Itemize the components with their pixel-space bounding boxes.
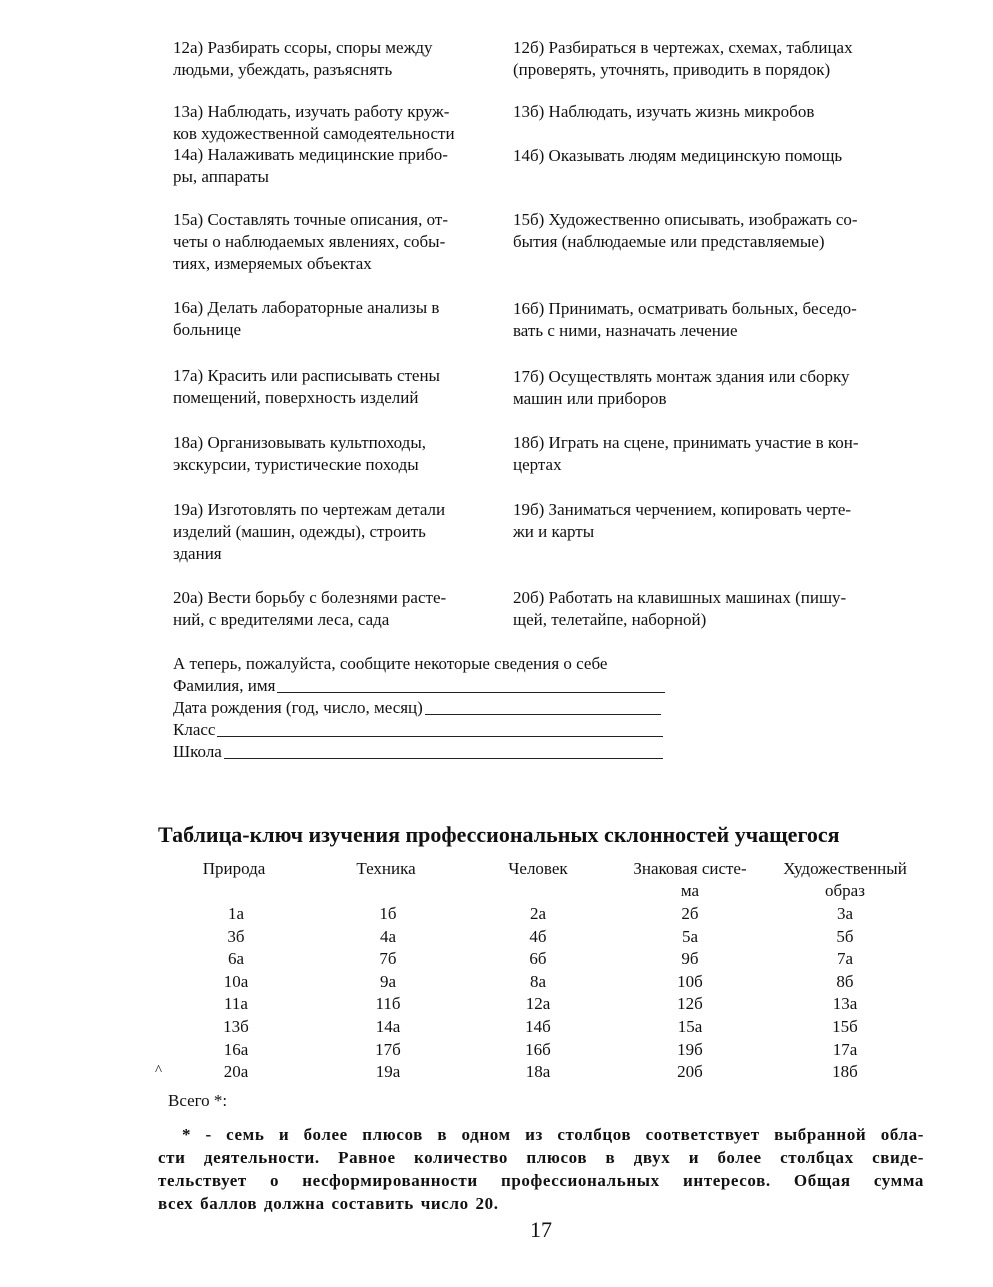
key-table-title: Таблица-ключ изучения профессиональных склонностей учащегося [158, 822, 840, 847]
key-cell: 7б [379, 949, 397, 969]
key-cell: 11а [224, 994, 248, 1014]
question-15b: 15б) Художественно описывать, изображать со- бытия (наблюдаемые или представляемые) [513, 210, 858, 251]
question-13a: 13а) Наблюдать, изучать работу круж- ков художественной самодеятельности [173, 102, 455, 143]
question-13b: 13б) Наблюдать, изучать жизнь микробов [513, 102, 815, 121]
personal-info-section [173, 653, 665, 763]
key-cell: 9а [379, 971, 397, 991]
key-cell: 17б [375, 1039, 401, 1059]
key-cell: 4а [379, 926, 397, 946]
question-14a: 14а) Налаживать медицинские прибо- ры, аппараты [173, 145, 448, 186]
key-cell: 2б [681, 904, 699, 923]
school-blank[interactable] [224, 757, 663, 759]
key-cell: 5а [681, 926, 699, 946]
surname-name-field[interactable]: Фамилия, имя [173, 675, 665, 697]
header-person: Человек [508, 859, 568, 878]
page-number: 17 [530, 1217, 552, 1242]
key-cell: 20а [223, 1062, 249, 1082]
key-cell: 6а [227, 949, 245, 969]
key-cell: 10б [677, 971, 703, 991]
question-17a: 17а) Красить или расписывать стены помещений, поверхность изделий [173, 366, 440, 407]
key-cell: 18б [832, 1062, 858, 1082]
question-20b: 20б) Работать на клавишных машинах (пишу- щей, телетайпе, наборной) [513, 588, 847, 629]
key-cell: 9б [681, 949, 699, 969]
header-nature: Природа [202, 859, 266, 878]
info-intro: А теперь, пожалуйста, сообщите некоторые сведения о себе [173, 654, 608, 673]
key-cell: 2а [529, 904, 547, 923]
key-cell: 17а [832, 1039, 858, 1059]
question-12a: 12а) Разбирать ссоры, споры между людьми, убеждать, разъяснять [173, 38, 433, 79]
key-cell: 1а [227, 904, 245, 923]
key-cell: 14б [525, 1017, 551, 1036]
key-cell: 18а [525, 1062, 551, 1082]
total-label: Всего *: [168, 1091, 228, 1110]
surname-name-blank[interactable] [277, 691, 665, 693]
question-18a: 18а) Организовывать культпоходы, экскурсии, туристические походы [173, 433, 426, 474]
class-blank[interactable] [217, 735, 663, 737]
question-20a: 20а) Вести борьбу с болезнями расте- ний, с вредителями леса, сада [173, 588, 447, 629]
key-cell: 3б [227, 926, 245, 946]
key-cell: 7а [836, 949, 854, 969]
key-cell: 14а [375, 1017, 401, 1036]
school-field[interactable]: Школа [173, 741, 663, 763]
question-18b: 18б) Играть на сцене, принимать участие в кон- цертах [513, 433, 859, 474]
question-19b: 19б) Заниматься черчением, копировать черте- жи и карты [513, 500, 852, 541]
key-cell: 15б [832, 1017, 858, 1036]
key-cell: 8б [836, 971, 854, 991]
key-cell: 6б [529, 949, 547, 969]
header-artistic-image: Художественный образ [783, 859, 907, 900]
key-cell: 4б [529, 926, 547, 946]
key-cell: 13а [832, 994, 858, 1014]
question-16b: 16б) Принимать, осматривать больных, беседо- вать с ними, назначать лечение [513, 299, 857, 340]
key-cell: 12а [525, 994, 551, 1014]
footnote: * - семь и более плюсов в одном из столбцов соответствует выбранной обла- сти деятельности. Равное количество плюсов в двух и более столбцах свиде- тельствует о несформированности профессиональных интересов. Общая сумма всех баллов должна составить число 20. [158, 1125, 924, 1213]
key-cell: 19б [677, 1039, 703, 1059]
key-cell: 5б [836, 926, 854, 946]
key-cell: 15а [677, 1017, 703, 1036]
question-16a: 16а) Делать лабораторные анализы в больнице [173, 298, 440, 339]
question-15a: 15а) Составлять точные описания, от- четы о наблюдаемых явлениях, собы- тиях, измеряемых объектах [173, 210, 448, 273]
question-17b: 17б) Осуществлять монтаж здания или сборку машин или приборов [513, 367, 850, 408]
key-cell: 12б [677, 994, 703, 1014]
key-cell: 11б [375, 994, 401, 1014]
question-14b: 14б) Оказывать людям медицинскую помощь [513, 146, 843, 165]
birth-date-blank[interactable] [425, 713, 661, 715]
key-cell: 1б [379, 904, 397, 923]
key-cell: 16б [525, 1039, 551, 1059]
key-cell: 19а [375, 1062, 401, 1082]
class-field[interactable]: Класс [173, 719, 663, 741]
key-cell: 3а [836, 904, 854, 923]
question-19a: 19а) Изготовлять по чертежам детали изделий (машин, одежды), строить здания [173, 500, 446, 563]
question-12b: 12б) Разбираться в чертежах, схемах, таблицах (проверять, уточнять, приводить в порядок) [513, 38, 853, 79]
key-cell: 8а [529, 971, 547, 991]
header-sign-system: Знаковая систе- ма [633, 859, 747, 900]
birth-date-field[interactable]: Дата рождения (год, число, месяц) [173, 697, 661, 719]
key-cell: 13б [223, 1017, 249, 1036]
key-cell: 16а [223, 1039, 249, 1059]
key-cell: 10а [223, 971, 249, 991]
caret-mark: ^ [155, 1063, 163, 1079]
header-technics: Техника [356, 859, 416, 878]
key-cell: 20б [677, 1062, 703, 1082]
